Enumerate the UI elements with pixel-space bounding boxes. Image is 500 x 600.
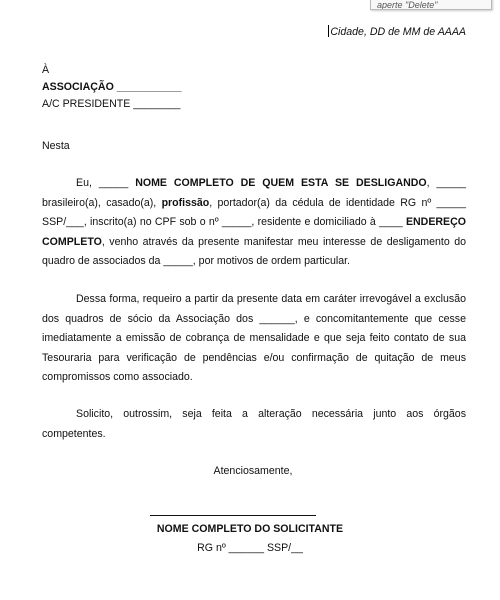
p1-text-1: Eu, _____ [76,177,136,189]
recipient-address [42,62,182,113]
paragraph-request: Dessa forma, requeiro a partir da presente data em caráter irrevogável a exclusão dos quadros de sócio da Associação dos ______, e concomitantemente que cesse imediatamente a emissão de cobrança de mensalidade e que seja feito contato de sua Tesouraria para verificação de pendências e/ou confirmação de quitação de meus compromissos como associado. [42,293,466,383]
p1-text-3: , portador(a) da cédula de identidade RG nº _____ SSP/___, inscrito(a) no CPF sob o nº _____, residente e domiciliado à ____ [42,196,466,228]
date-line [328,25,466,38]
address-line-2: ASSOCIAÇÃO ___________ [42,81,182,93]
date-text: Cidade, DD de MM de AAAA [330,26,466,38]
address-line-1: À [42,64,50,76]
paragraph-solicit: Solicito, outrossim, seja feita a alteração necessária junto aos órgãos competentes. [42,408,466,440]
tooltip-hint: aperte "Delete" [370,0,492,10]
paragraph-identification [42,174,466,272]
closing-text: Atenciosamente, [213,465,293,477]
address-line-3: A/C PRESIDENTE ________ [42,98,181,110]
p1-name-placeholder: NOME COMPLETO DE QUEM ESTA SE DESLIGANDO [135,177,427,189]
p1-text-4: , venho através da presente manifestar meu interesse de desligamento do quadro de associados da _____, por motivos de ordem particular. [42,235,466,267]
signature-line [150,515,316,516]
p1-address-placeholder: ENDEREÇO COMPLETO [42,216,466,248]
signature-name: NOME COMPLETO DO SOLICITANTE [156,523,344,535]
p1-profession-placeholder: profissão [161,196,210,209]
signature-rg: RG nº ______ SSP/__ [197,542,303,554]
p1-text-2: , _____ brasileiro(a), casado(a), [42,177,466,209]
location-line: Nesta [42,140,70,152]
